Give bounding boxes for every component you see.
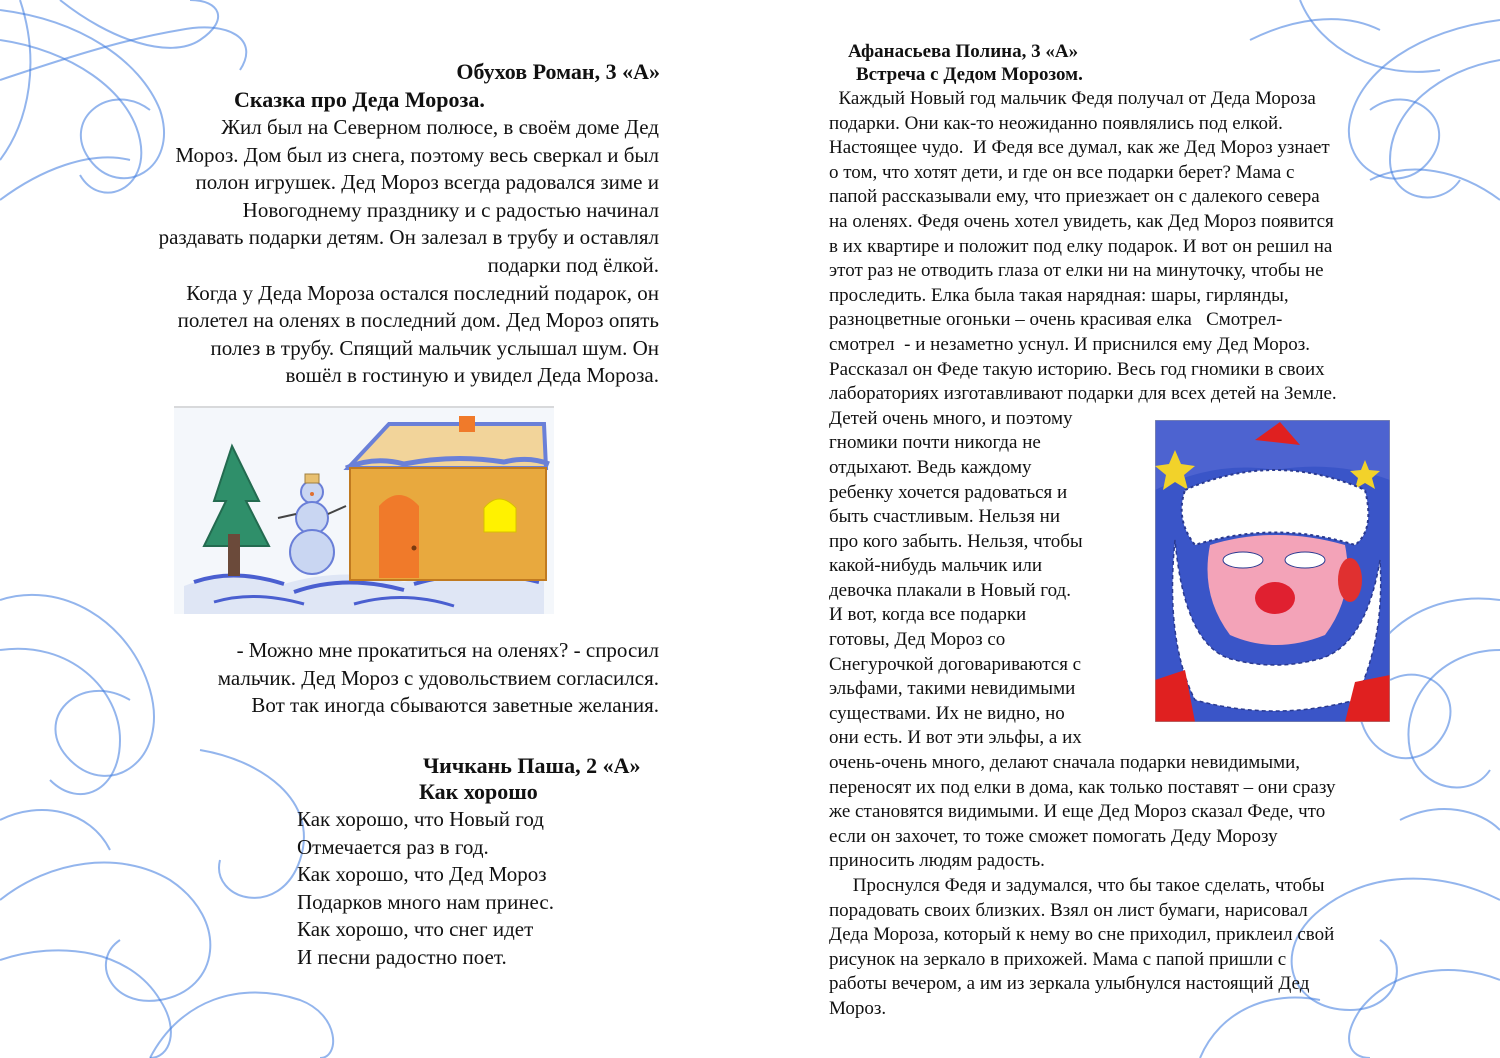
right-page [750, 0, 1500, 1058]
text-line: они есть. И вот эти эльфы, а их [829, 727, 1082, 749]
text-line: работы вечером, а им из зеркала улыбнулся настоящий Дед [829, 973, 1310, 995]
poem-line: Как хорошо, что Дед Мороз [297, 862, 547, 887]
text-line: же становятся видимыми. И еще Дед Мороз сказал Феде, что [829, 801, 1326, 823]
text-line: Когда у Деда Мороза остался последний подарок, он [186, 280, 659, 305]
text-line: очень-очень много, делают сначала подарки невидимыми, [829, 752, 1301, 774]
text-line: разноцветные огоньки – очень красивая елка Смотрел- [829, 309, 1283, 331]
story-ending [19, 637, 659, 720]
text-line: полетел на оленях в последний дом. Дед Мороз опять [177, 308, 659, 333]
text-line: эльфами, такими невидимыми [829, 678, 1076, 700]
text-line: быть счастливым. Нельзя ни [829, 506, 1060, 528]
text-line: полон игрушек. Дед Мороз всегда радовался зиме и [195, 170, 659, 195]
story-title: Сказка про Деда Мороза. [234, 87, 485, 112]
poem-line: Как хорошо, что снег идет [297, 917, 534, 942]
text-line: И вот, когда все подарки [829, 604, 1027, 626]
text-line: - Можно мне прокатиться на оленях? - спросил [236, 638, 659, 662]
text-line: порадовать своих близких. Взял он лист бумаги, нарисовал [829, 899, 1308, 921]
text-line: на оленях. Федя очень хотел увидеть, как Дед Мороз появится [829, 210, 1334, 232]
text-line: Новогоднему празднику и с радостью начинал [242, 197, 659, 222]
text-line: Мороз. Дом был из снега, поэтому весь сверкал и был [175, 142, 659, 167]
text-line: Снегурочкой договариваются с [829, 653, 1082, 675]
text-line: Вот так иногда сбываются заветные желания. [251, 693, 659, 718]
story-text [19, 114, 659, 390]
text-line: смотрел - и незаметно уснул. И приснился ему Дед Мороз. [829, 333, 1311, 355]
text-line: Деда Мороза, который к нему во сне приходил, приклеил свой [829, 924, 1335, 946]
poem-text [297, 806, 554, 972]
text-line: Рассказал он Феде такую историю. Весь год гномики в своих [829, 358, 1325, 380]
text-line: какой-нибудь мальчик или [829, 555, 1043, 577]
text-line: полез в трубу. Спящий мальчик услышал шум. Он [210, 335, 659, 360]
text-line: вошёл в гостиную и увидел Деда Мороза. [285, 363, 659, 388]
text-line: подарки под ёлкой. [487, 252, 659, 277]
poem-line: Как хорошо, что Новый год [297, 807, 544, 831]
text-line: приносить людям радость. [829, 850, 1045, 872]
poem-title: Как хорошо [419, 779, 538, 804]
text-line: папой рассказывали ему, что приезжает он с далекого севера [829, 186, 1320, 208]
text-line: Каждый Новый год мальчик Федя получал от Деда Мороза [829, 88, 1316, 109]
text-line: в их квартире и положит под елку подарок. И вот он решил на [829, 235, 1333, 257]
story-author: Обухов Роман, 3 «А» [456, 59, 660, 84]
poem-line: Подарков много нам принес. [297, 889, 554, 914]
text-line: проследить. Елка была такая нарядная: шары, гирлянды, [829, 284, 1289, 306]
text-line: про кого забыть. Нельзя, чтобы [829, 530, 1083, 552]
text-line: ребенку хочется радоваться и [829, 481, 1068, 503]
text-line: этот раз не отводить глаза от елки ни на минуточку, чтобы не [829, 260, 1324, 282]
text-line: Настоящее чудо. И Федя все думал, как же Дед Мороз узнает [829, 137, 1330, 159]
poem-line: Отмечается раз в год. [297, 834, 489, 859]
text-line: раздавать подарки детям. Он залезал в трубу и оставлял [158, 225, 659, 250]
text-line: если он захочет, то тоже сможет помогать Деду Морозу [829, 825, 1278, 847]
text-line: готовы, Дед Мороз со [829, 629, 1006, 651]
text-line: о том, что хотят дети, и где он все подарки берет? Мама с [829, 161, 1295, 183]
text-line: Мороз. [829, 997, 887, 1019]
winter-house-drawing [174, 406, 554, 614]
poem-line: И песни радостно поет. [297, 944, 507, 969]
text-line: Детей очень много, и поэтому [829, 407, 1073, 429]
text-line: переносят их под елки в дома, как только поставят – они сразу [829, 776, 1336, 798]
text-line: девочка плакали в Новый год. [829, 579, 1071, 601]
poem-author: Чичкань Паша, 2 «А» [423, 753, 641, 778]
story-author: Афанасьева Полина, 3 «А» [848, 41, 1079, 62]
story-title: Встреча с Дедом Морозом. [856, 64, 1083, 85]
text-line: существами. Их не видно, но [829, 702, 1065, 724]
text-line: лабораториях изготавливают подарки для всех детей на Земле. [829, 383, 1337, 405]
text-line: подарки. Они как-то неожиданно появлялись под елкой. [829, 112, 1283, 134]
text-line: Жил был на Северном полюсе, в своём доме Дед [221, 115, 659, 139]
text-line: рисунок на зеркало в прихожей. Мама с папой пришли с [829, 948, 1287, 970]
text-line: гномики почти никогда не [829, 432, 1041, 454]
text-line: мальчик. Дед Мороз с удовольствием согласился. [217, 665, 659, 690]
text-line: Проснулся Федя и задумался, что бы такое сделать, чтобы [829, 875, 1325, 896]
santa-portrait-drawing [1155, 420, 1390, 722]
text-line: отдыхают. Ведь каждому [829, 456, 1032, 478]
